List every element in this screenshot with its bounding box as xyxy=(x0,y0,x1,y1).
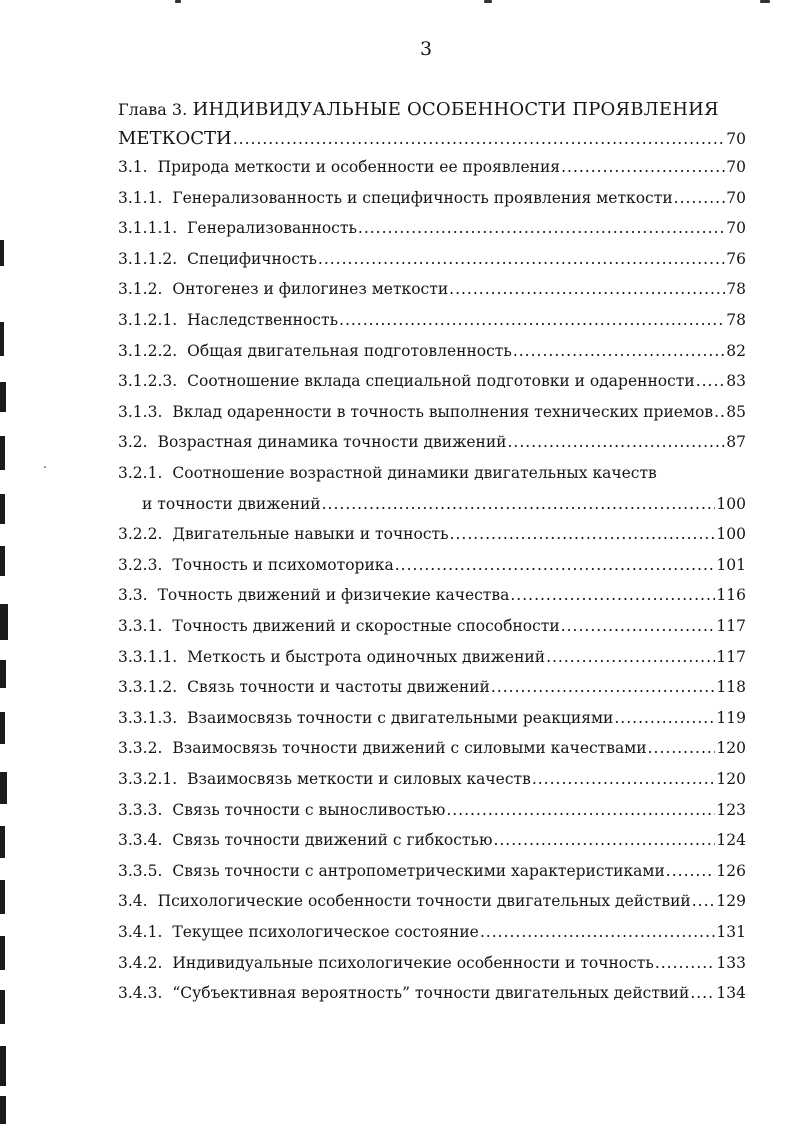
toc-entry xyxy=(118,311,746,335)
toc-entry-title: Природа меткости и особенности ее проявления xyxy=(157,158,561,176)
scan-edge-mark xyxy=(0,604,8,640)
chapter-title-line2: МЕТКОСТИ xyxy=(118,128,232,149)
toc-entry xyxy=(118,648,746,672)
toc-entry-title: Возрастная динамика точности движений xyxy=(157,433,507,451)
toc-entry-number: 3.4.2. xyxy=(118,954,163,972)
toc-entry-page: 76 xyxy=(726,250,746,268)
toc-entry-title: Генерализованность и специфичность проявления меткости xyxy=(172,189,673,207)
toc-entry xyxy=(118,586,746,610)
toc-entry-page: 78 xyxy=(726,311,746,329)
toc-entry-title-continuation: и точности движений xyxy=(142,495,321,513)
toc-entry-page: 118 xyxy=(716,678,746,696)
leader-dots xyxy=(696,372,726,390)
toc-entry-number: 3.3.2. xyxy=(118,739,163,757)
toc-entry xyxy=(118,525,746,549)
leader-dots xyxy=(648,739,716,757)
toc-entry-number: 3.1.2.2. xyxy=(118,342,178,360)
toc-entry-title: Общая двигательная подготовленность xyxy=(187,342,512,360)
toc-entry-number: 3.3.5. xyxy=(118,862,163,880)
toc-entry-title: Связь точности движений с гибкостью xyxy=(172,831,493,849)
toc-entry-number: 3.1.2. xyxy=(118,280,163,298)
toc-entry-title: Онтогенез и филогинез меткости xyxy=(172,280,449,298)
toc-entry-title: Психологические особенности точности двигательных действий xyxy=(157,892,691,910)
leader-dots xyxy=(508,433,726,451)
toc-entry xyxy=(118,372,746,396)
leader-dots xyxy=(674,189,726,207)
toc-entry-page: 87 xyxy=(726,433,746,451)
toc-entry-number: 3.2.2. xyxy=(118,525,163,543)
leader-dots xyxy=(513,342,725,360)
leader-dots xyxy=(614,709,715,727)
toc-entry-title: Точность движений и скоростные способности xyxy=(172,617,560,635)
toc-entry-number: 3.3. xyxy=(118,586,148,604)
toc-entry-page: 117 xyxy=(716,648,746,666)
toc-entry-number: 3.1.2.3. xyxy=(118,372,178,390)
leader-dots xyxy=(446,801,715,819)
scan-edge-mark xyxy=(0,772,7,804)
toc-entry-title: Соотношение возрастной динамики двигательных качеств xyxy=(172,464,657,482)
toc-entry-page: 131 xyxy=(716,923,746,941)
scan-edge-mark xyxy=(0,1046,6,1086)
toc-entry-number: 3.1.2.1. xyxy=(118,311,178,329)
toc-entry-page: 133 xyxy=(716,954,746,972)
toc-entry-number: 3.4. xyxy=(118,892,148,910)
toc-entry-title: Наследственность xyxy=(187,311,339,329)
toc-entry-title: Двигательные навыки и точность xyxy=(172,525,449,543)
toc-entry-title: Генерализованность xyxy=(187,219,357,237)
leader-dots xyxy=(532,770,716,788)
toc-entry xyxy=(118,709,746,733)
toc-entry-number: 3.1.1.2. xyxy=(118,250,178,268)
toc-entry-number: 3.3.4. xyxy=(118,831,163,849)
leader-dots xyxy=(655,954,716,972)
toc-entry-title: Индивидуальные психологичекие особенности и точность xyxy=(172,954,654,972)
toc-entry-title: Взаимосвязь точности движений с силовыми качествами xyxy=(172,739,647,757)
toc-entry-number: 3.3.1.1. xyxy=(118,648,178,666)
toc-entry-title: Связь точности с антропометрическими характеристиками xyxy=(172,862,665,880)
chapter-label: Глава 3. xyxy=(118,100,188,119)
toc-entry-number: 3.3.1. xyxy=(118,617,163,635)
toc-entry xyxy=(118,280,746,304)
toc-entry-page: 100 xyxy=(716,495,746,513)
leader-dots xyxy=(358,219,725,237)
toc-entry-number: 3.3.2.1. xyxy=(118,770,178,788)
toc-entry-page: 120 xyxy=(716,739,746,757)
toc-entry-number: 3.1.3. xyxy=(118,403,163,421)
toc-entry-number: 3.1. xyxy=(118,158,148,176)
toc-entry xyxy=(118,862,746,886)
toc-entry-title: Специфичность xyxy=(187,250,317,268)
toc-entry xyxy=(118,189,746,213)
leader-dots xyxy=(714,403,725,421)
toc-entry-page: 100 xyxy=(716,525,746,543)
leader-dots xyxy=(561,158,725,176)
toc-entry xyxy=(118,984,746,1008)
scan-edge-mark xyxy=(0,494,5,524)
toc-entry-page: 120 xyxy=(716,770,746,788)
toc-entry-number: 3.1.1. xyxy=(118,189,163,207)
toc-entry-title: Меткость и быстрота одиночных движений xyxy=(187,648,546,666)
toc-entry xyxy=(118,158,746,182)
leader-dots xyxy=(666,862,716,880)
toc-entry-page: 83 xyxy=(726,372,746,390)
toc-entry xyxy=(118,250,746,274)
toc-entry-number: 3.2. xyxy=(118,433,148,451)
toc-entry-number: 3.2.3. xyxy=(118,556,163,574)
toc-entry xyxy=(118,433,746,457)
leader-dots xyxy=(339,311,725,329)
scan-edge-mark xyxy=(0,936,5,970)
chapter-title-line1: ИНДИВИДУАЛЬНЫЕ ОСОБЕННОСТИ ПРОЯВЛЕНИЯ xyxy=(192,99,719,120)
leader-dots xyxy=(395,556,716,574)
toc-entry xyxy=(118,617,746,641)
toc-entry-page: 134 xyxy=(716,984,746,1002)
toc-entry-title: Связь точности с выносливостью xyxy=(172,801,446,819)
toc-entry-page: 124 xyxy=(716,831,746,849)
leader-dots xyxy=(322,495,716,513)
scan-edge-mark xyxy=(0,240,4,266)
toc-entry-number: 3.3.1.2. xyxy=(118,678,178,696)
toc-entry xyxy=(118,801,746,825)
toc-entry-number: 3.2.1. xyxy=(118,464,163,482)
toc-entry-title: Связь точности и частоты движений xyxy=(187,678,490,696)
toc-entry-page: 119 xyxy=(716,709,746,727)
scan-edge-mark xyxy=(0,712,5,744)
toc-entry xyxy=(118,678,746,702)
chapter-page: 70 xyxy=(726,130,746,148)
toc-entry-number: 3.3.1.3. xyxy=(118,709,178,727)
toc-entry xyxy=(118,892,746,916)
toc-entry-page: 129 xyxy=(716,892,746,910)
leader-dots xyxy=(546,648,715,666)
toc-entry-title: Соотношение вклада специальной подготовки и одаренности xyxy=(187,372,695,390)
toc-entry-title: Взаимосвязь меткости и силовых качеств xyxy=(187,770,531,788)
toc-entry xyxy=(118,464,746,488)
toc-entry xyxy=(118,219,746,243)
toc-entry-title: Точность и психомоторика xyxy=(172,556,394,574)
toc-entry-page: 85 xyxy=(726,403,746,421)
toc-entry-title: Взаимосвязь точности с двигательными реакциями xyxy=(187,709,614,727)
leader-dots xyxy=(510,586,715,604)
scan-edge-mark xyxy=(0,660,6,688)
toc-entry-continuation xyxy=(142,495,746,519)
toc-entry-number: 3.3.3. xyxy=(118,801,163,819)
scan-edge-mark xyxy=(0,546,5,576)
leader-dots xyxy=(318,250,725,268)
page-number: 3 xyxy=(419,38,433,60)
toc-entry-title: Точность движений и физичекие качества xyxy=(157,586,510,604)
scan-edge-mark xyxy=(0,322,4,356)
leader-dots xyxy=(449,280,725,298)
toc-entry xyxy=(118,954,746,978)
toc-entry-number: 3.4.1. xyxy=(118,923,163,941)
scan-speck xyxy=(44,466,46,468)
toc-entry-number: 3.1.1.1. xyxy=(118,219,178,237)
toc-entry-page: 126 xyxy=(716,862,746,880)
scan-speck xyxy=(760,0,770,3)
leader-dots xyxy=(690,984,715,1002)
toc-entry xyxy=(118,342,746,366)
toc-entry xyxy=(118,923,746,947)
scan-edge-mark xyxy=(0,990,5,1024)
scan-edge-mark xyxy=(0,880,5,914)
toc-entry-page: 70 xyxy=(726,189,746,207)
toc-entry xyxy=(118,770,746,794)
toc-entry-number: 3.4.3. xyxy=(118,984,163,1002)
toc-entry-page: 70 xyxy=(726,219,746,237)
scan-speck xyxy=(484,0,492,3)
leader-dots xyxy=(692,892,716,910)
toc-entry-page: 116 xyxy=(716,586,746,604)
toc-entry xyxy=(118,739,746,763)
toc-entry xyxy=(118,831,746,855)
scan-edge-mark xyxy=(0,826,5,858)
toc-entry-page: 101 xyxy=(716,556,746,574)
toc-entry xyxy=(118,556,746,580)
leader-dots xyxy=(561,617,716,635)
leader-dots xyxy=(491,678,716,696)
scan-speck xyxy=(175,0,181,3)
leader-dots xyxy=(450,525,716,543)
toc-entry-title: Текущее психологическое состояние xyxy=(172,923,479,941)
leader-dots xyxy=(493,831,715,849)
toc-entry-page: 70 xyxy=(726,158,746,176)
toc-entry xyxy=(118,403,746,427)
leader-dots xyxy=(480,923,716,941)
toc-entry-page: 123 xyxy=(716,801,746,819)
scan-edge-mark xyxy=(0,436,5,470)
toc-entry-title: Вклад одаренности в точность выполнения технических приемов xyxy=(172,403,714,421)
toc-entry-page: 82 xyxy=(726,342,746,360)
scan-edge-mark xyxy=(0,382,6,412)
toc-entry-page: 78 xyxy=(726,280,746,298)
toc-entry-page: 117 xyxy=(716,617,746,635)
scan-edge-mark xyxy=(0,1096,6,1124)
toc-entry-title: “Субъективная вероятность” точности двигательных действий xyxy=(172,984,690,1002)
